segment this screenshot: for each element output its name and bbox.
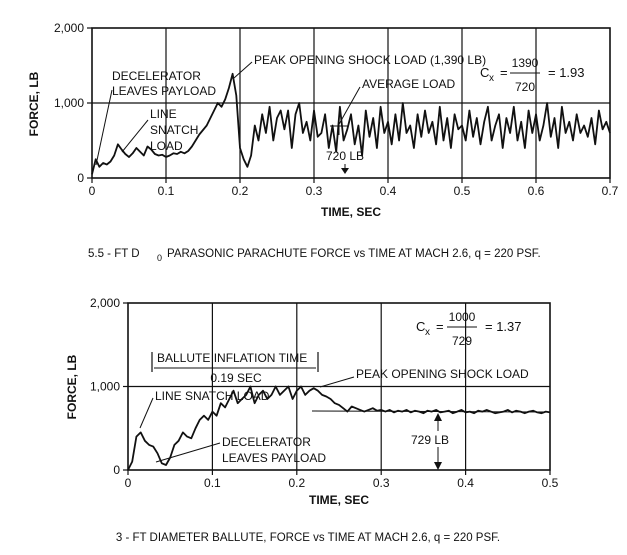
equals-sign: =: [500, 65, 508, 80]
x-tick-label: 0.5: [453, 184, 471, 198]
chart-ballute: [65, 296, 559, 544]
cx-denominator: 729: [451, 334, 473, 348]
y-tick-label: 2,000: [53, 21, 84, 35]
line-snatch-leader: [122, 120, 148, 152]
decelerator-leader: [156, 443, 220, 462]
y-tick-labels: [54, 21, 84, 185]
x-tick-label: 0: [124, 476, 132, 490]
arrow-head-down: [434, 462, 442, 470]
peak-load-label: PEAK OPENING SHOCK LOAD (1,390 LB): [254, 53, 487, 67]
x-tick-label: 0.6: [527, 184, 545, 198]
line-snatch-label-2: SNATCH: [150, 123, 199, 137]
x-tick-label: 0: [88, 184, 96, 198]
y-axis-label: FORCE, LB: [27, 71, 41, 137]
y-tick-label: 1,000: [53, 96, 84, 110]
decelerator-leader: [96, 90, 112, 165]
cx-numerator: 1390: [511, 56, 539, 70]
chart-parachute: [27, 21, 619, 263]
line-snatch-label-3: LOAD: [150, 139, 183, 153]
cx-result: = 1.37: [485, 319, 522, 334]
x-tick-label: 0.7: [601, 184, 619, 198]
x-tick-label: 0.2: [288, 476, 306, 490]
x-tick-label: 0.1: [204, 476, 221, 490]
decelerator-label-line2: LEAVES PAYLOAD: [222, 451, 327, 465]
x-tick-label: 0.2: [231, 184, 249, 198]
x-tick-label: 0.3: [372, 476, 390, 490]
inflation-time-value: 0.19 SEC: [210, 371, 262, 385]
y-axis-label: FORCE, LB: [65, 354, 79, 420]
x-axis-label: TIME, SEC: [320, 205, 382, 219]
cx-subscript: x: [489, 73, 494, 84]
x-tick-labels: [125, 476, 559, 490]
caption-1-part1: 5.5 - FT D: [88, 248, 140, 260]
line-snatch-leader: [140, 398, 153, 428]
average-value-label: 729 LB: [410, 433, 450, 447]
y-tick-label: 1,000: [89, 379, 120, 394]
x-tick-label: 0.4: [457, 476, 474, 490]
peak-load-leader: [320, 377, 354, 387]
y-tick-labels: [90, 296, 120, 477]
cx-numerator: 1000: [448, 310, 476, 324]
x-tick-labels: [89, 184, 619, 198]
inflation-time-label: BALLUTE INFLATION TIME: [157, 351, 308, 365]
decelerator-label-line1: DECELERATOR: [112, 69, 201, 83]
x-tick-label: 0.3: [305, 184, 323, 198]
x-tick-label: 0.1: [157, 184, 175, 198]
line-snatch-label-1: LINE: [150, 107, 177, 121]
equals-sign: =: [436, 319, 444, 334]
cx-symbol: C: [480, 65, 490, 80]
x-axis-label: TIME, SEC: [308, 493, 370, 507]
y-tick-label: 0: [113, 463, 120, 477]
y-tick-label: 2,000: [89, 296, 120, 310]
caption-2: 3 - FT DIAMETER BALLUTE, FORCE vs TIME AT MACH 2.6, q = 220 PSF.: [115, 532, 501, 544]
arrow-head-up: [434, 413, 442, 421]
peak-load-label: PEAK OPENING SHOCK LOAD: [356, 367, 529, 381]
peak-load-leader: [234, 62, 252, 78]
x-tick-label: 0.4: [379, 184, 397, 198]
average-value-label: 720 LB: [325, 149, 365, 163]
cx-result: = 1.93: [548, 65, 585, 80]
y-tick-label: 0: [77, 171, 84, 185]
cx-denominator: 720: [514, 80, 536, 94]
cx-subscript: x: [425, 327, 430, 338]
caption-1-subscript: 0: [157, 253, 163, 263]
arrow-head: [341, 168, 349, 174]
caption-1-part2: PARASONIC PARACHUTE FORCE vs TIME AT MACH 2.6, q = 220 PSF.: [167, 248, 541, 260]
cx-symbol: C: [416, 319, 426, 334]
decelerator-label-line2: LEAVES PAYLOAD: [112, 84, 217, 98]
x-tick-label: 0.5: [541, 476, 559, 490]
decelerator-label-line1: DECELERATOR: [222, 435, 311, 449]
average-load-label: AVERAGE LOAD: [362, 77, 456, 91]
line-snatch-label: LINE SNATCH LOAD: [155, 389, 270, 403]
